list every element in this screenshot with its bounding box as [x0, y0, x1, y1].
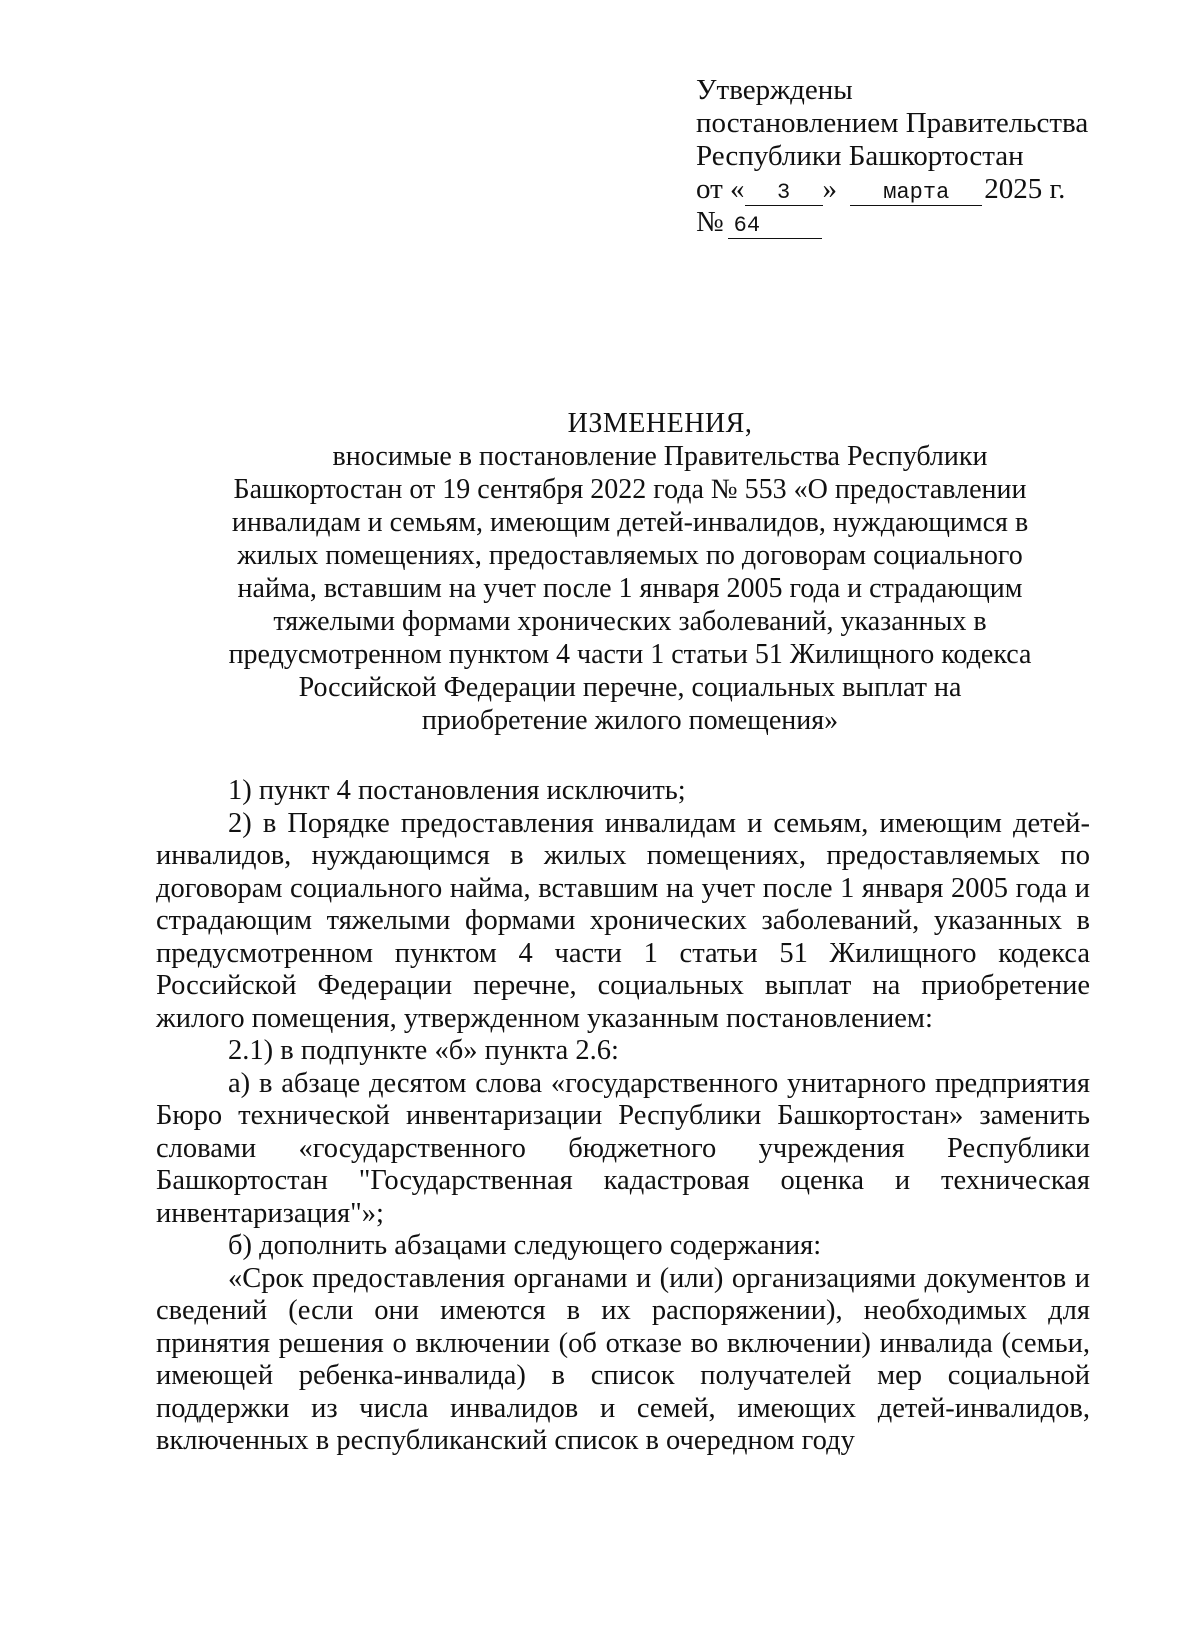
paragraph: 2.1) в подпункте «б» пункта 2.6: [228, 1035, 619, 1066]
title-line: вносимые в постановление Правительства Республики [332, 441, 988, 472]
date-month: марта [850, 181, 982, 206]
title-line: Башкортостан от 19 сентября 2022 года № 553 «О предоставлении [233, 474, 1027, 505]
number-prefix: № [696, 206, 724, 238]
date-mid: » [822, 173, 838, 205]
paragraph: 1) пункт 4 постановления исключить; [228, 775, 686, 806]
approval-stamp [696, 74, 1166, 239]
paragraph: б) дополнить абзацами следующего содержания: [228, 1230, 822, 1261]
paragraph: «Срок предоставления органами и (или) организациями документов и сведений (если они имеются в их распоряжении), необходимых для принятия решения о включении (об отказе во включении) инвалида (семьи, имеющей ребенка-инвалида) в список получателей мер социальной поддержки из числа инвалидов и семей, имеющих детей-инвалидов, включенных в республиканский список в очередном году [156, 1262, 1090, 1456]
title-line: найма, вставшим на учет после 1 января 2005 года и страдающим [237, 573, 1023, 604]
document-title [150, 407, 1110, 737]
paragraph: а) в абзаце десятом слова «государственного унитарного предприятия Бюро технической инвентаризации Республики Башкортостан» заменить словами «государственного бюджетного учреждения Республики Башкортостан "Государственная кадастровая оценка и техническая инвентаризация"»; [156, 1067, 1090, 1229]
title-line: жилых помещениях, предоставляемых по договорам социального [237, 540, 1023, 571]
date-day: 3 [745, 181, 823, 206]
date-prefix: от « [696, 173, 745, 205]
approval-number-line [696, 206, 1166, 239]
title-line: предусмотренном пунктом 4 части 1 статьи 51 Жилищного кодекса [228, 639, 1032, 670]
approval-date-line [696, 173, 1166, 206]
number-value: 64 [728, 214, 822, 239]
title-line: Российской Федерации перечне, социальных выплат на [298, 672, 962, 703]
title-line: инвалидам и семьям, имеющим детей-инвалидов, нуждающимся в [231, 507, 1029, 538]
document-body [156, 775, 1090, 1458]
approval-line-1: Утверждены [696, 74, 853, 106]
title-heading: ИЗМЕНЕНИЯ, [567, 408, 753, 439]
paragraph: 2) в Порядке предоставления инвалидам и семьям, имеющим детей-инвалидов, нуждающимся в жилых помещениях, предоставляемых по договорам социального найма, вставшим на учет после 1 января 2005 года и страдающим тяжелыми формами хронических заболеваний, указанных в предусмотренном пунктом 4 части 1 статьи 51 Жилищного кодекса Российской Федерации перечне, социальных выплат на приобретение жилого помещения, утвержденном указанным постановлением: [156, 807, 1090, 1034]
approval-line-3: Республики Башкортостан [696, 140, 1024, 172]
approval-line-2: постановлением Правительства [696, 107, 1089, 139]
title-line: тяжелыми формами хронических заболеваний, указанных в [273, 606, 987, 637]
title-line: приобретение жилого помещения» [421, 705, 839, 736]
date-year: 2025 г. [984, 173, 1066, 205]
